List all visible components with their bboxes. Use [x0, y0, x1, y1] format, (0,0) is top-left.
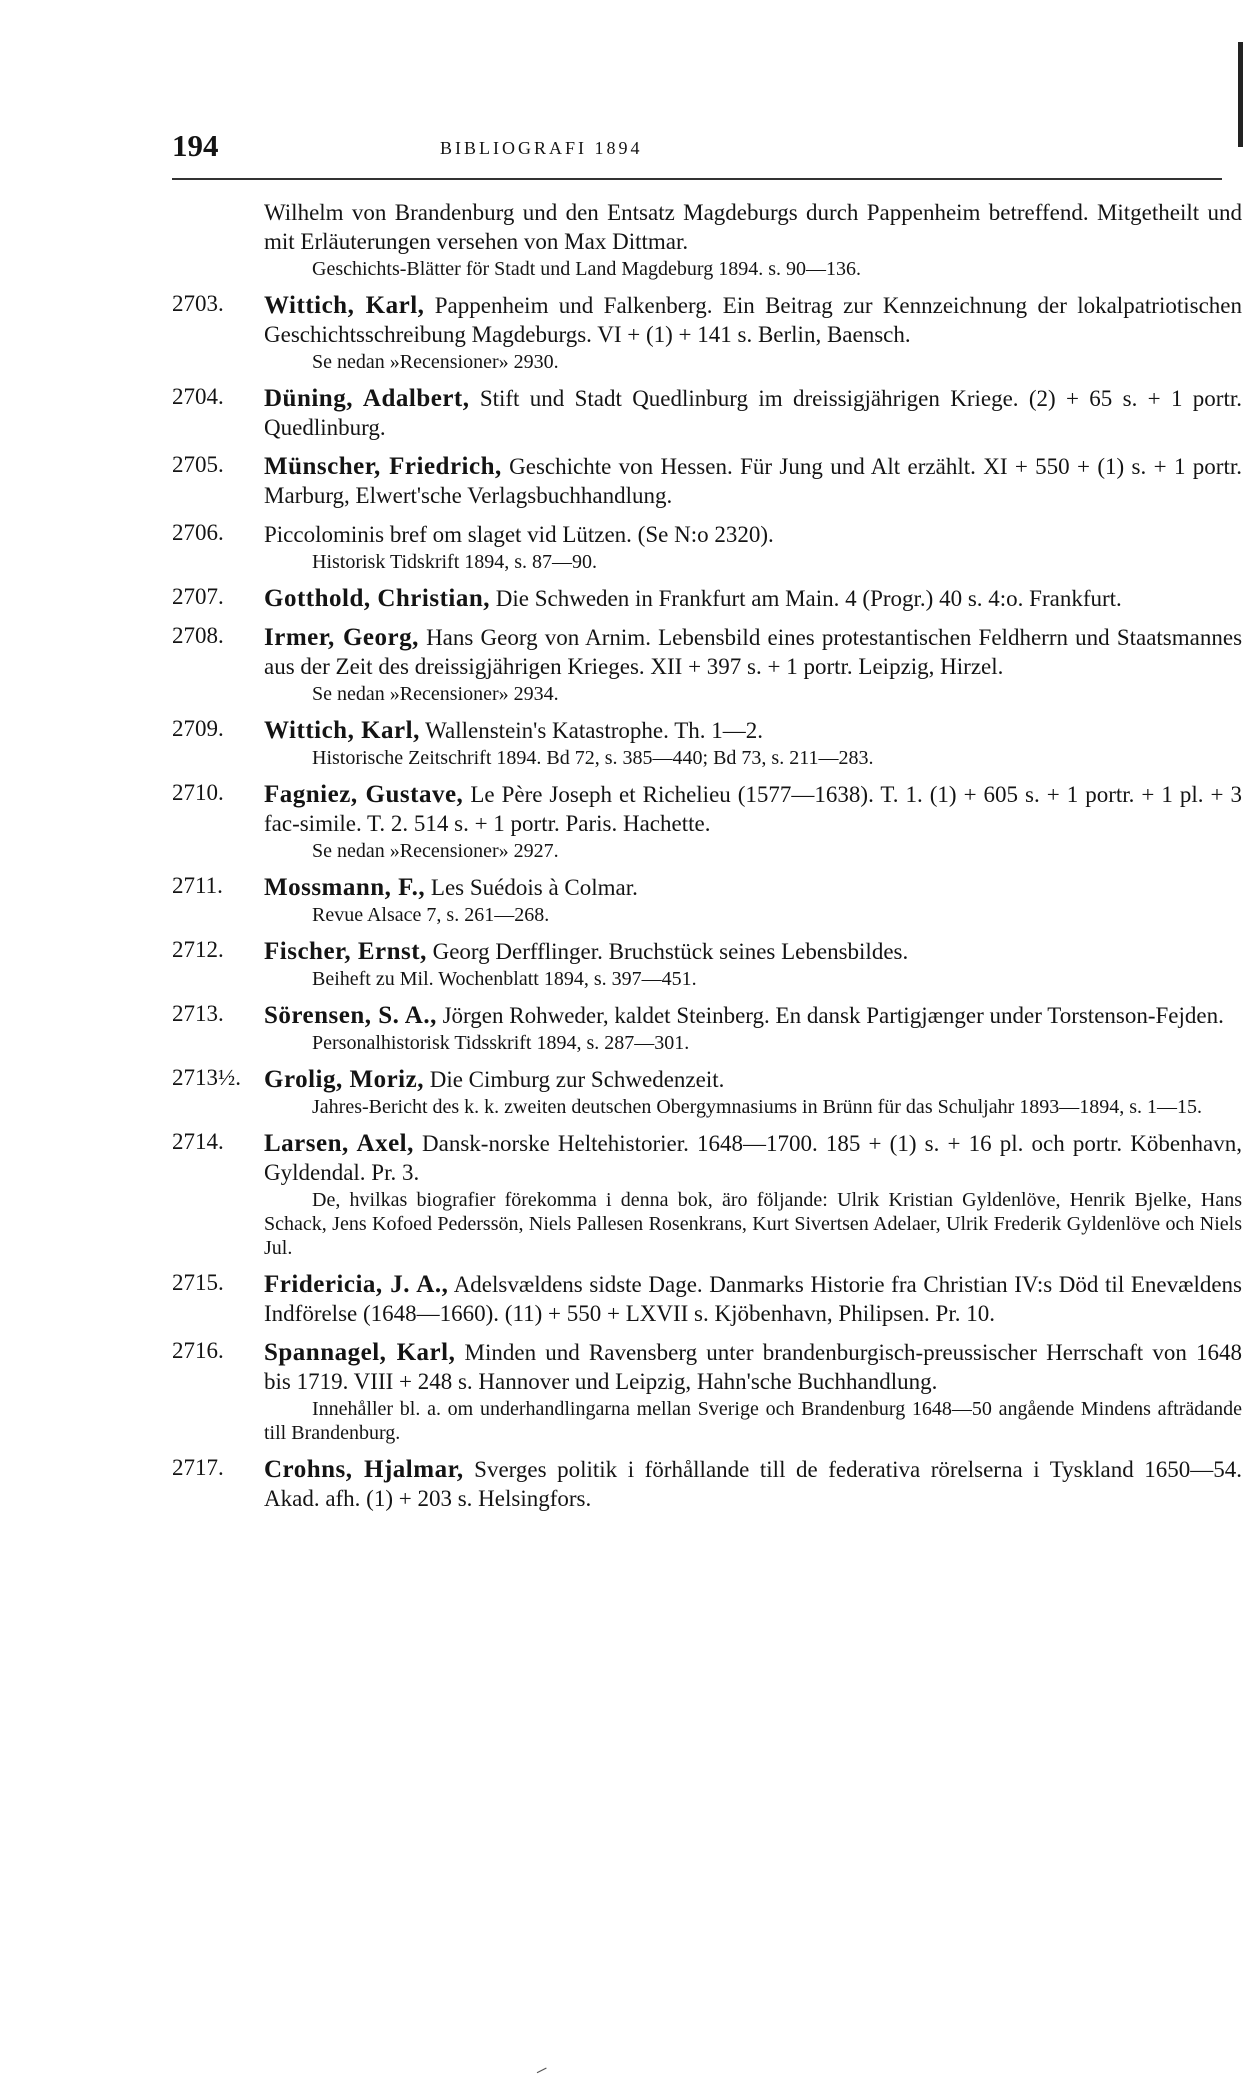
- entry-body: [264, 291, 1242, 349]
- entry-source: Se nedan »Recensioner» 2934.: [312, 683, 559, 705]
- entry-title: Minden und Ravensberg unter brandenburgisch-preussischer Herrschaft von 1648 bis 1719. VIII + 248 s. Hannover und Leipzig, Hahn'sche Buchhandlung.: [264, 1340, 1242, 1394]
- entry-title: Les Suédois à Colmar.: [430, 875, 638, 900]
- entry-title: Pappenheim und Falkenberg. Ein Beitrag zur Kennzeichnung der lokalpatriotischen Geschichtsschreibung Magdeburgs. VI + (1) + 141 s. Berlin, Baensch.: [264, 293, 1242, 347]
- running-title: BIBLIOGRAFI 1894: [440, 138, 643, 158]
- bibliography-entry: [172, 937, 1242, 991]
- entry-title: Jörgen Rohweder, kaldet Steinberg. En dansk Partigjænger under Torstenson-Fejden.: [442, 1003, 1224, 1028]
- entry-note: Innehåller bl. a. om underhandlingarna mellan Sverige och Brandenburg 1648—50 angående Mindens afträdande till Brandenburg.: [264, 1398, 1242, 1444]
- entry-author: Spannagel, Karl,: [264, 1339, 456, 1366]
- entry-body: [264, 520, 1242, 549]
- entry-number: 2711.: [172, 873, 223, 898]
- bibliography-entry: [172, 584, 1242, 613]
- entry-body: [264, 1065, 1242, 1094]
- bibliography-entry: [172, 291, 1242, 374]
- bibliography-entry: [172, 873, 1242, 927]
- entry-author: Sörensen, S. A.,: [264, 1002, 437, 1029]
- entry-number: 2716.: [172, 1338, 224, 1363]
- bibliography-entry: [172, 198, 1242, 281]
- entry-number: 2705.: [172, 452, 224, 477]
- entry-number: 2706.: [172, 520, 224, 545]
- entry-title: Piccolominis bref om slaget vid Lützen. (Se N:o 2320).: [264, 522, 774, 547]
- bibliography-entries: [172, 198, 1242, 1523]
- entry-title: Stift und Stadt Quedlinburg im dreissigjährigen Kriege. (2) + 65 s. + 1 portr. Quedlinburg.: [264, 386, 1242, 440]
- entry-number: 2712.: [172, 937, 224, 962]
- entry-body: [264, 1338, 1242, 1396]
- entry-title: Wallenstein's Katastrophe. Th. 1—2.: [425, 718, 764, 743]
- entry-body: [264, 584, 1242, 613]
- entry-body: [264, 623, 1242, 681]
- bibliography-entry: [172, 623, 1242, 706]
- entry-title: Die Cimburg zur Schwedenzeit.: [429, 1067, 725, 1092]
- entry-author: Larsen, Axel,: [264, 1130, 414, 1157]
- entry-number: 2704.: [172, 384, 224, 409]
- page-header: [172, 128, 1250, 170]
- entry-number: 2709.: [172, 716, 224, 741]
- entry-source: Historische Zeitschrift 1894. Bd 72, s. 385—440; Bd 73, s. 211—283.: [312, 747, 874, 769]
- entry-number: 2713½.: [172, 1065, 241, 1090]
- bibliography-entry: [172, 1338, 1242, 1445]
- entry-source: Historisk Tidskrift 1894, s. 87—90.: [312, 551, 598, 573]
- bibliography-entry: [172, 1455, 1242, 1513]
- entry-note: De, hvilkas biografier förekomma i denna bok, äro följande: Ulrik Kristian Gyldenlöve, Henrik Bjelke, Hans Schack, Jens Kofoed Pederssön, Niels Pallesen Rosenkrans, Kurt Sivertsen Adelaer, Ulrik Frederik Gyldenlöve och Niels Jul.: [264, 1189, 1242, 1259]
- entry-title: Hans Georg von Arnim. Lebensbild eines protestantischen Feldherrn und Staatsmannes aus der Zeit des dreissigjährigen Krieges. XII + 397 s. + 1 portr. Leipzig, Hirzel.: [264, 625, 1243, 679]
- entry-author: Crohns, Hjalmar,: [264, 1456, 464, 1483]
- entry-body: [264, 716, 1242, 745]
- entry-author: Wittich, Karl,: [264, 717, 420, 744]
- entry-body: [264, 1455, 1242, 1513]
- entry-author: Münscher, Friedrich,: [264, 453, 502, 480]
- entry-source: Se nedan »Recensioner» 2927.: [312, 840, 559, 862]
- entry-title: Die Schweden in Frankfurt am Main. 4 (Progr.) 40 s. 4:o. Frankfurt.: [495, 586, 1122, 611]
- entry-author: Mossmann, F.,: [264, 874, 426, 901]
- entry-title: Adelsvældens sidste Dage. Danmarks Historie fra Christian IV:s Död til Enevældens Indförelse (1648—1660). (11) + 550 + LXVII s. Kjöbenhavn, Philipsen. Pr. 10.: [264, 1272, 1242, 1326]
- entry-body: [264, 1270, 1242, 1328]
- entry-body: [264, 1001, 1242, 1030]
- entry-source: Geschichts-Blätter för Stadt und Land Magdeburg 1894. s. 90—136.: [312, 258, 861, 280]
- entry-number: 2715.: [172, 1270, 224, 1295]
- entry-source: Personalhistorisk Tidsskrift 1894, s. 287—301.: [312, 1032, 690, 1054]
- entry-body: [264, 452, 1242, 510]
- entry-number: 2713.: [172, 1001, 224, 1026]
- entry-title: Dansk-norske Heltehistorier. 1648—1700. 185 + (1) s. + 16 pl. och portr. Köbenhavn, Gyldendal. Pr. 3.: [264, 1131, 1243, 1185]
- entry-author: Fagniez, Gustave,: [264, 781, 464, 808]
- bibliography-entry: [172, 1129, 1242, 1260]
- bibliography-entry: [172, 716, 1242, 770]
- entry-author: Irmer, Georg,: [264, 624, 419, 651]
- bibliography-entry: [172, 1270, 1242, 1328]
- entry-number: 2714.: [172, 1129, 224, 1154]
- entry-title: Wilhelm von Brandenburg und den Entsatz Magdeburgs durch Pappenheim betreffend. Mitgetheilt und mit Erläuterungen versehen von Max Dittmar.: [264, 200, 1242, 254]
- entry-body: [264, 780, 1242, 838]
- entry-title: Geschichte von Hessen. Für Jung und Alt erzählt. XI + 550 + (1) s. + 1 portr. Marburg, Elwert'sche Verlagsbuchhandlung.: [264, 454, 1242, 508]
- entry-number: 2707.: [172, 584, 224, 609]
- entry-author: Grolig, Moriz,: [264, 1066, 424, 1093]
- entry-author: Gotthold, Christian,: [264, 585, 491, 612]
- footer-mark: ⸝: [534, 2051, 553, 2080]
- bibliography-entry: [172, 452, 1242, 510]
- entry-source: Se nedan »Recensioner» 2930.: [312, 351, 559, 373]
- entry-source: Jahres-Bericht des k. k. zweiten deutschen Obergymnasiums in Brünn für das Schuljahr 1893—1894, s. 1—15.: [312, 1096, 1203, 1118]
- bibliography-entry: [172, 520, 1242, 574]
- entry-body: [264, 873, 1242, 902]
- entry-source: Revue Alsace 7, s. 261—268.: [312, 904, 550, 926]
- entry-body: [264, 1129, 1242, 1187]
- entry-body: [264, 198, 1242, 256]
- entry-author: Fischer, Ernst,: [264, 938, 427, 965]
- entry-source: Beiheft zu Mil. Wochenblatt 1894, s. 397—451.: [312, 968, 697, 990]
- entry-author: Fridericia, J. A.,: [264, 1271, 449, 1298]
- entry-body: [264, 384, 1242, 442]
- entry-author: Wittich, Karl,: [264, 292, 425, 319]
- bibliography-entry: [172, 384, 1242, 442]
- bibliography-entry: [172, 1065, 1242, 1119]
- entry-title: Le Père Joseph et Richelieu (1577—1638). T. 1. (1) + 605 s. + 1 portr. + 1 pl. + 3 fac-simile. T. 2. 514 s. + 1 portr. Paris. Hachette.: [264, 782, 1242, 836]
- entry-title: Georg Derfflinger. Bruchstück seines Lebensbildes.: [432, 939, 909, 964]
- page-number: 194: [172, 128, 219, 163]
- header-rule: [172, 178, 1222, 180]
- entry-body: [264, 937, 1242, 966]
- entry-number: 2708.: [172, 623, 224, 648]
- entry-number: 2710.: [172, 780, 224, 805]
- entry-number: 2703.: [172, 291, 224, 316]
- bibliography-entry: [172, 1001, 1242, 1055]
- entry-author: Düning, Adalbert,: [264, 385, 470, 412]
- entry-number: 2717.: [172, 1455, 224, 1480]
- bibliography-entry: [172, 780, 1242, 863]
- entry-title: Sverges politik i förhållande till de federativa rörelserna i Tyskland 1650—54. Akad. afh. (1) + 203 s. Helsingfors.: [264, 1457, 1242, 1511]
